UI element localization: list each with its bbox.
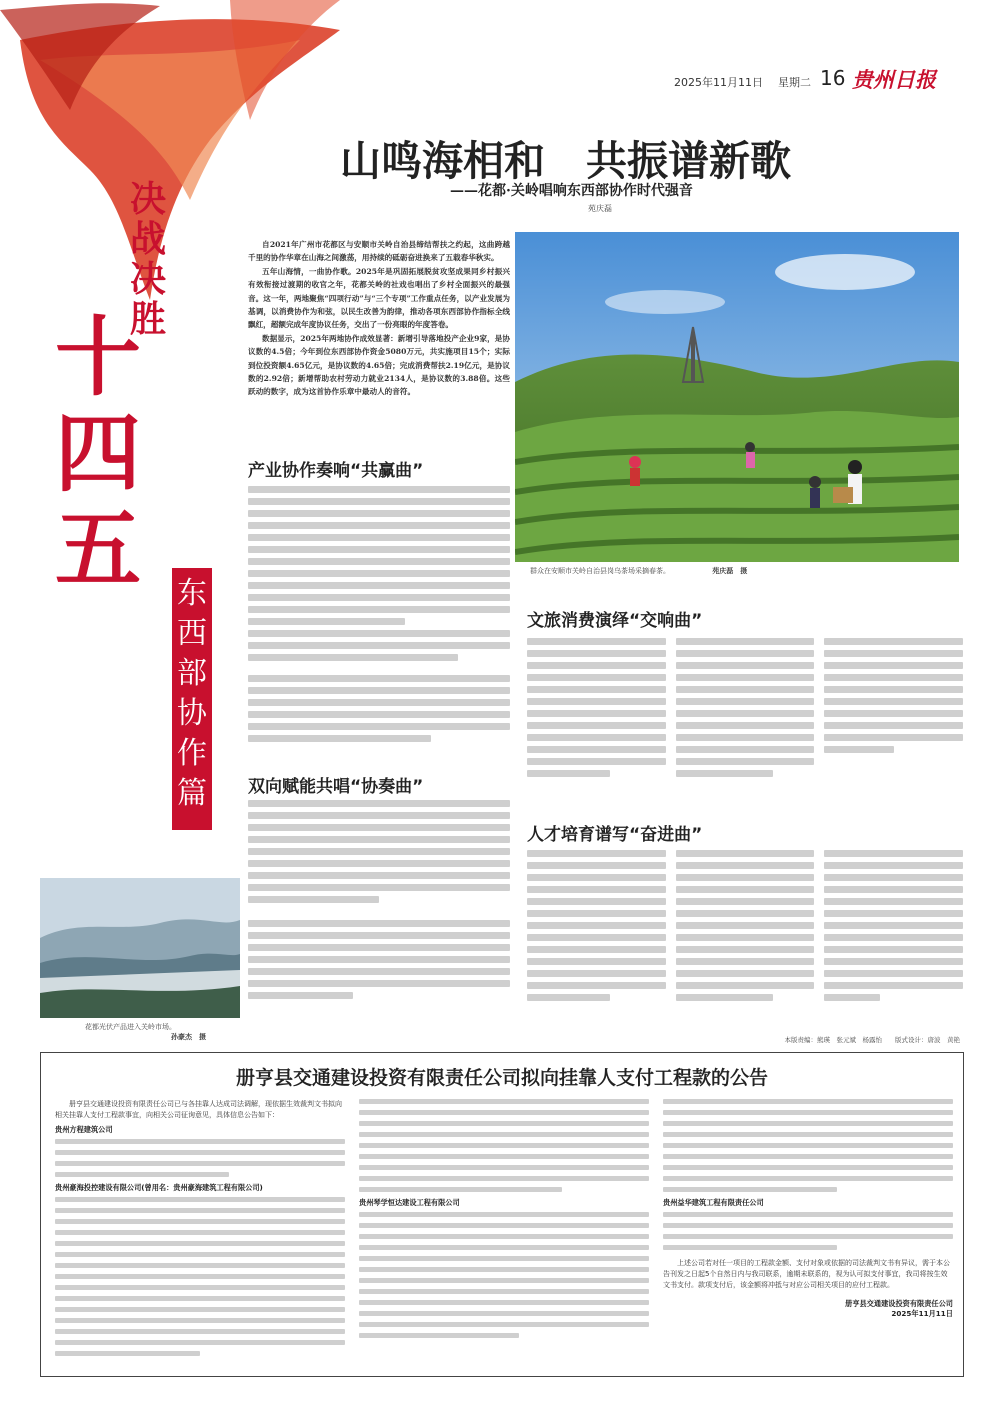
notice-col-1 [55,1099,345,1362]
notice-company-2: 贵州豪海投控建设有限公司(曾用名：贵州豪海建筑工程有限公司) [55,1183,263,1192]
section-title-empower: 双向赋能共唱“协奏曲” [248,777,424,797]
masthead-weekday: 星期二 [778,76,811,89]
section-body-empower-2 [248,920,510,1015]
section-title-culture: 文旅消费演绎“交响曲” [527,611,703,631]
tea-garden-image [515,232,959,562]
notice-company-3: 贵州琴学恒达建设工程有限公司 [359,1198,460,1207]
notice-signature: 册亨县交通建设投资有限责任公司 [845,1299,953,1308]
banner-big-characters: 十四五 [55,307,141,600]
banner-column-label: 东西部协作篇 [177,576,207,811]
lead-paragraph: 自2021年广州市花都区与安顺市关岭自治县缔结帮扶之约起，这曲跨越千里的协作华章在山海之间激荡，用持续的砥砺奋进换来了五载春华秋实。 [248,240,510,263]
banner-column-tab [172,568,212,830]
main-photo-caption [530,566,960,576]
section-body-culture [527,638,963,798]
small-photo-caption-text: 花都光伏产品进入关岭市场。 [85,1023,176,1031]
headline-title: 山鸣海相和 共振谱新歌 [340,137,791,185]
main-photo [515,232,959,562]
lead-paragraph: 五年山海情，一曲协作歌。2025年是巩固拓展脱贫攻坚成果同乡村振兴有效衔接过渡期的收官之年，花都关岭的社戏也唱出了乡村全面振兴的最强音。这一年，两地聚焦“四项行动”与“三个专项”工作重点任务，以产业发展为基调，以消费协作为和弦，以民生改善为韵律，推动各项东西部协作指标全线飘红，超额完成年度协议任务，交出了一份亮眼的年度答卷。 [248,266,510,330]
masthead [620,62,975,92]
page-number: 16 [820,66,846,90]
notice-col-2 [359,1099,649,1344]
section-title-talent: 人才培育谱写“奋进曲” [527,825,703,845]
lead-paragraph: 数据显示，2025年两地协作成效显著：新增引导落地投产企业9家，是协议数的4.5倍；今年到位东西部协作资金5080万元，共实施项目15个；实际到位投资额4.65亿元，是协议数的4.65倍；完成消费帮扶2.19亿元，是协议数的2.92倍；新增帮助农村劳动力就业2134人，是协议数的3.88倍。这些跃动的数字，成为这首协作乐章中最动人的音符。 [248,333,510,397]
masthead-date: 2025年11月11日 [674,76,763,89]
notice-closing: 上述公司若对任一项目的工程款金额、支付对象或依据的司法裁判文书有异议，需于本公告刊发之日起5个自然日内与我司联系，逾期未联系的，视为认可拟支付事宜，我司将按生效文书支付。款项支付后，该金额将冲抵与对应公司相关项目的应付工程款。 [663,1259,950,1289]
lead-text [248,238,510,399]
notice-title: 册亨县交通建设投资有限责任公司拟向挂靠人支付工程款的公告 [235,1067,768,1089]
section-body-industry-2 [248,675,510,755]
main-photo-credit: 苑庆磊 摄 [712,567,748,575]
notice-col-3 [663,1099,953,1319]
headline-subtitle: ——花都·关岭唱响东西部协作时代强音 [450,183,693,199]
banner-line1: 决战决胜 [130,179,167,340]
notice-company-1: 贵州方程建筑公司 [55,1125,113,1134]
notice-intro: 册亨县交通建设投资有限责任公司已与各挂靠人达成司法调解，现依据生效裁判文书拟向相关挂靠人支付工程款事宜，向相关公司征询意见，具体信息公告如下： [55,1100,342,1119]
section-body-talent [527,850,963,1015]
section-body-empower [248,800,510,920]
section-title-industry: 产业协作奏响“共赢曲” [248,461,424,481]
main-photo-caption-text: 群众在安顺市关岭自治县岗乌茶场采摘春茶。 [530,567,670,575]
small-photo-caption [85,1022,245,1042]
notice-company-4: 贵州益华建筑工程有限责任公司 [663,1198,764,1207]
solar-landscape-image [40,878,240,1018]
byline: 苑庆磊 [588,204,612,213]
paper-logo: 贵州日报 [852,67,936,92]
editors-line: 本版责编：熊瑛 张元斌 杨露怡 版式设计：唐波 黄艳 [784,1036,960,1044]
section-body-industry [248,486,510,671]
notice-box [40,1052,964,1377]
small-photo [40,878,240,1018]
notice-sign-date: 2025年11月11日 [891,1309,953,1318]
small-photo-credit: 孙豪杰 摄 [171,1033,206,1041]
